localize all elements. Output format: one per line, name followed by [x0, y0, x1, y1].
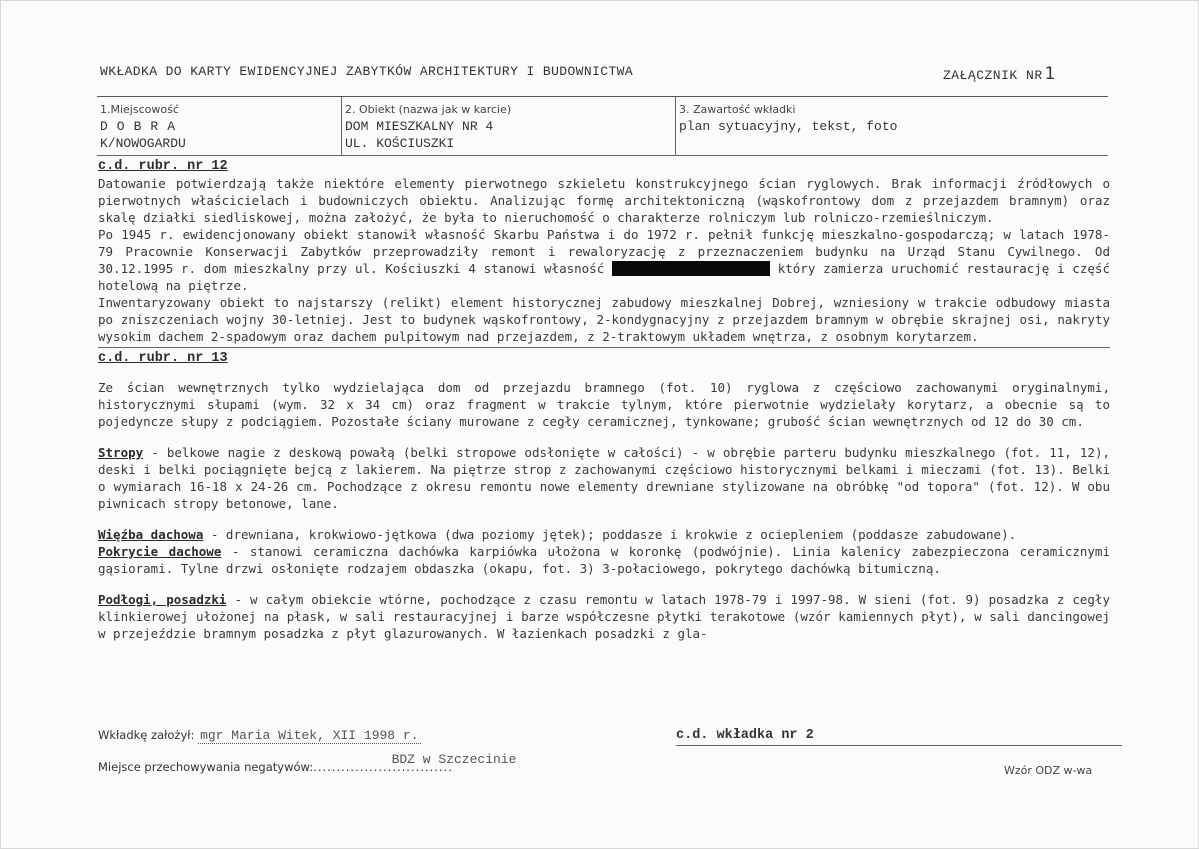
- term-roofing: Pokrycie dachowe: [98, 544, 222, 559]
- header-fields-table: [97, 96, 1108, 156]
- redaction-bar: [612, 261, 770, 276]
- storage-value: BDZ w Szczecinie: [391, 752, 517, 767]
- paragraph-roof-truss: [98, 526, 1110, 543]
- paragraph-dating: Datowanie potwierdzają także niektóre elementy pierwotnego szkieletu konstrukcyjnego ścian ryglowych. Brak informacji źródłowych o pierwotnych właścicielach i budowniczych obiektu. Analizując formę architektoniczną (wąskofrontowy dom z przejazdem bramnym) oraz skalę działki siedliskowej, można założyć, że była to nieruchomość o charakterze rolniczym lub rolniczo-rzemieślniczym.: [98, 176, 1110, 225]
- spacer: [98, 367, 1110, 379]
- floors-text: - w całym obiekcie wtórne, pochodzące z czasu remontu w latach 1978-79 i 1997-98. W sieni (fot. 9) posadzka z cegły klinkierowej ułożonej na płask, w sali restauracyjnej i barze współczesne płytki terakotowe (wzór kamiennych płyt), w sali dancingowej w przejeździe bramnym posadzka z płyt glazurowanych. W łazienkach posadzki z gla-: [98, 592, 1111, 641]
- object-label: 2. Obiekt (nazwa jak w karcie): [345, 103, 512, 116]
- object-cell: [341, 97, 675, 155]
- content-label: 3. Zawartość wkładki: [679, 103, 796, 116]
- object-value-street: UL. KOŚCIUSZKI: [345, 136, 455, 151]
- storage-dots: ..............................: [313, 760, 453, 774]
- roof-truss-text: - drewniana, krokwiowo-jętkowa (dwa poziomy jętek); poddasze i krokwie z ociepleniem (poddasze zabudowane).: [203, 527, 1017, 542]
- spacer: [98, 577, 1110, 591]
- body-text: [98, 158, 1110, 642]
- term-roof-truss: Więźba dachowa: [98, 527, 204, 542]
- place-label: 1.Miejscowość: [100, 103, 179, 116]
- annex-label-text: ZAŁĄCZNIK NR: [943, 68, 1043, 83]
- paragraph-description: Inwentaryzowany obiekt to najstarszy (relikt) element historycznej zabudowy mieszkalnej Dobrej, wzniesiony w trakcie odbudowy miasta po zniszczeniach wojny 30-letniej. Jest to budynek wąskofrontowy, 2-kondygnacyjny z przejazdem bramnym w obrębie skrajnej osi, nakryty wysokim dachem 2-spadowym oraz dachem pulpitowym nad przejazdem, z 2-traktowym układem wnętrza, z osobnym korytarzem.: [98, 295, 1110, 344]
- place-cell: [97, 97, 341, 155]
- author-label: Wkładkę założył:: [98, 728, 195, 742]
- author-line: [98, 728, 421, 743]
- rubric-13-block: [98, 347, 1110, 367]
- continuation-text: c.d. wkładka nr 2: [676, 728, 814, 743]
- place-value-town: DOBRA: [100, 119, 185, 134]
- annex-number: 1: [1044, 64, 1056, 84]
- continuation-rule: [676, 745, 1122, 746]
- term-ceilings: Stropy: [98, 445, 144, 460]
- annex-label: [943, 64, 1056, 84]
- rubric-12-heading: c.d. rubr. nr 12: [98, 159, 228, 174]
- paragraph-ownership: [98, 226, 1110, 294]
- author-value: mgr Maria Witek, XII 1998 r.: [200, 728, 419, 743]
- storage-line: [98, 752, 517, 774]
- form-note: Wzór ODZ w-wa: [1004, 764, 1093, 777]
- object-value-name: DOM MIESZKALNY NR 4: [345, 119, 494, 134]
- spacer: [98, 512, 1110, 526]
- ownership-text-end: który zamierza uruchomić restaurację i część hotelową na piętrze.: [98, 261, 1110, 293]
- document-title: WKŁADKA DO KARTY EWIDENCYJNEJ ZABYTKÓW ARCHITEKTURY I BUDOWNICTWA: [100, 64, 634, 79]
- content-cell: [675, 97, 1108, 155]
- paragraph-floors: [98, 591, 1110, 642]
- ceilings-text: - belkowe nagie z deskową powałą (belki stropowe odsłonięte w całości) - w obrębie parteru budynku mieszkalnego (fot. 11, 12), deski i belki pociągnięte bejcą z lakierem. Na piętrze strop z zachowanymi częściowo historycznymi belkami i mieczami (fot. 13). Belki o wymiarach 16-18 x 24-26 cm. Pochodzące z okresu remontu nowe elementy drewniane stylizowane na obróbkę "od topora" (fot. 12). W obu piwnicach stropy betonowe, lane.: [98, 445, 1110, 511]
- paragraph-ceilings: [98, 444, 1110, 512]
- continuation-note: [676, 728, 814, 743]
- storage-label: Miejsce przechowywania negatywów:: [98, 760, 314, 774]
- rubric-13-heading: c.d. rubr. nr 13: [98, 351, 228, 366]
- roofing-text: - stanowi ceramiczna dachówka karpiówka ułożona w koronkę (podwójnie). Linia kalenicy zabezpieczona ceramicznymi gąsiorami. Tylne drzwi osłonięte rodzajem obdaszka (okapu, fot. 3) 3-połaciowego, pokrytego dachówką bitumiczną.: [98, 544, 1110, 576]
- paragraph-walls: Ze ścian wewnętrznych tylko wydzielająca dom od przejazdu bramnego (fot. 10) ryglowa z częściowo zachowanymi oryginalnymi, historycznymi słupami (wym. 32 x 34 cm) oraz fragment w trakcie tylnym, które pierwotnie wydzielały korytarz, a obecnie są to pojedyncze słupy z podciągiem. Pozostałe ściany murowane z cegły ceramicznej, tynkowane; grubość ścian wewnętrznych od 12 do 30 cm.: [98, 380, 1110, 429]
- ownership-text: Po 1945 r. ewidencjonowany obiekt stanowił własność Skarbu Państwa i do 1972 r. pełnił funkcję mieszkalno-gospodarczą; w latach 1978-79 Pracownie Konserwacji Zabytków przeprowadziły remont i rewaloryzację z przeznaczeniem budynku na Urząd Stanu Cywilnego. Od 30.12.1995 r. dom mieszkalny przy ul. Kościuszki 4 stanowi własność: [98, 227, 1110, 276]
- place-value-sub: K/NOWOGARDU: [100, 136, 186, 151]
- content-value: plan sytuacyjny, tekst, foto: [679, 119, 898, 134]
- spacer: [98, 430, 1110, 444]
- term-floors: Podłogi, posadzki: [98, 592, 227, 607]
- paragraph-roofing: [98, 543, 1110, 577]
